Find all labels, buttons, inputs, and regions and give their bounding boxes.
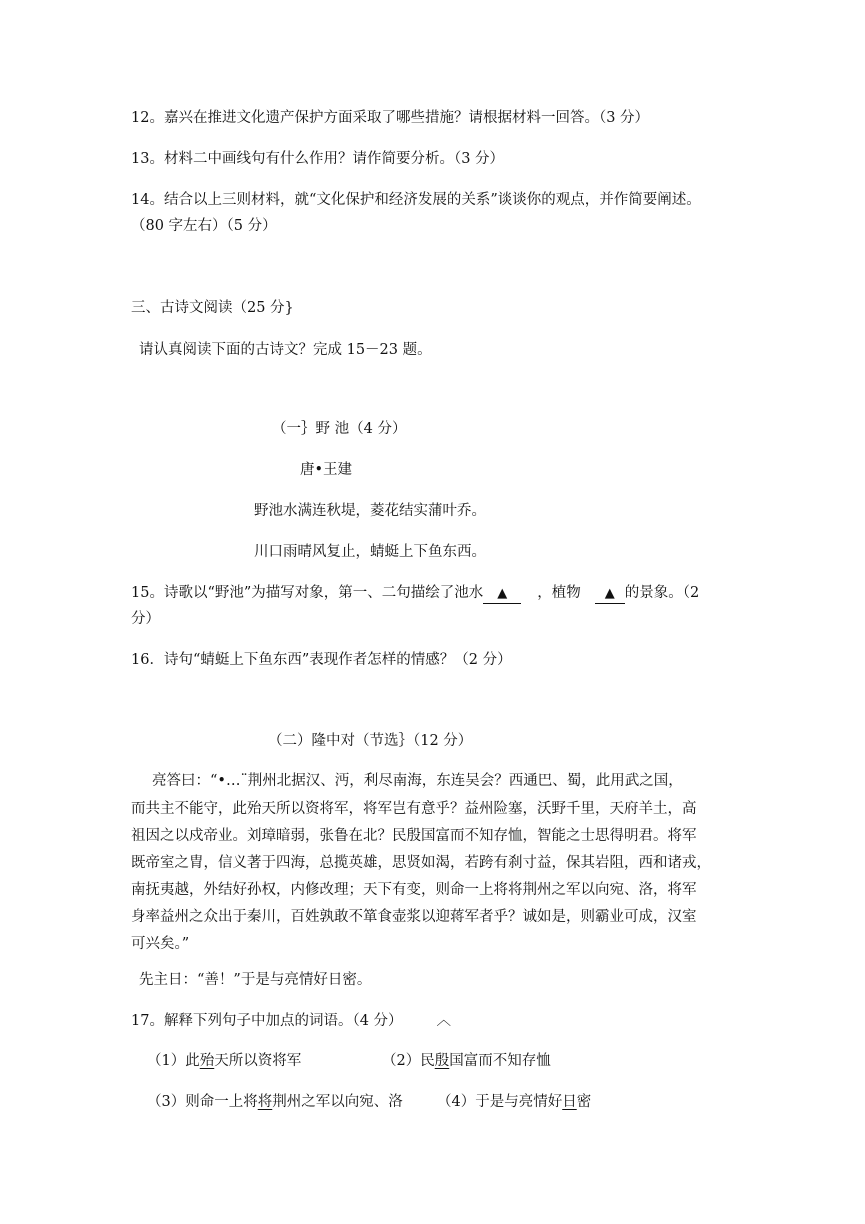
q17-item3-post: 荆州之军以向宛、洛 [272,1094,403,1110]
q17-item-2 [382,1051,551,1071]
question-13: 13。材料二中画线句有什么作用？请作简要分析。（3 分） [131,151,505,167]
prose-line-1: 亮答曰：“•…¨荆州北据汉、沔，利尽南海，东连吴会？西通巴、蜀，此用武之国， [152,773,683,789]
section-instruction: 请认真阅读下面的古诗文？完成 15－23 题。 [139,342,432,358]
q17-item3-word: 将 [257,1094,273,1110]
q17-item2-word: 殷 [434,1053,450,1069]
q17-item4-word: 日 [562,1094,577,1110]
q17-item4-pre: （4）于是与亮情好 [437,1094,563,1110]
poem-author: 唐•王建 [300,462,353,478]
q17-item-1 [147,1051,301,1071]
prose-line-7: 可兴矣。” [131,936,190,952]
caret-mark: ︿ [436,1013,452,1029]
question-17 [131,1011,451,1031]
section-heading: 三、古诗文阅读（25 分} [131,300,294,316]
q15-text-part3: 的景象。（2 [624,585,700,601]
q17-stem: 17。解释下列句子中加点的词语。（4 分） [131,1013,403,1029]
prose-line-5: 南抚夷越，外结好孙权，内修改理；天下有变，则命一上将将荆州之军以向宛、洛，将军 [131,882,697,898]
prose-title: （二）隆中对（节选｝（12 分） [268,733,473,749]
q17-item-4 [437,1092,591,1112]
q17-item2-post: 国富而不知存恤 [449,1053,551,1069]
poem-title: （一｝野 池（4 分） [272,421,407,437]
prose-line-4: 既帝室之胄，信义著于四海，总揽英雄，思贤如渴，若跨有刹寸益，保其岩阻，西和诸戎， [131,855,711,871]
prose-line-3: 祖因之以戍帝业。刘璋暗弱，张鲁在北？民殷国富而不知存恤，智能之士思得明君。将军 [131,828,697,844]
q17-item2-pre: （2）民 [382,1053,435,1069]
triangle-marker-1: ▲ [497,586,508,601]
prose-line-6: 身率益州之众出于秦川，百姓孰敢不箪食壶浆以迎蒋军者乎？诚如是，则霸业可成，汉室 [131,909,697,925]
q17-item-3 [147,1092,403,1112]
question-14-line1: 14。结合以上三则材料，就“文化保护和经济发展的关系”谈谈你的观点，并作简要阐述。 [131,192,701,208]
q15-text-part2: ，植物 [537,585,581,601]
poem-line-2: 川口雨晴风复止，蜻蜓上下鱼东西。 [254,544,486,560]
q17-item1-post: 天所以资将军 [214,1053,302,1069]
question-12: 12。嘉兴在推进文化遗产保护方面采取了哪些措施？请根据材料一回答。（3 分） [131,110,650,126]
prose-line-2: 而共主不能守，此殆天所以资将军，将军岂有意乎？益州险塞，沃野千里，天府羊土，高 [131,801,697,817]
q17-item4-post: 密 [576,1094,592,1110]
poem-line-1: 野池水满连秋堤，菱花结实蒲叶乔。 [254,503,486,519]
q17-item1-pre: （1）此 [147,1053,200,1069]
q17-item3-pre: （3）则命一上将 [147,1094,258,1110]
question-16: 16．诗句“蜻蜓上下鱼东西”表现作者怎样的情感？（2 分） [131,652,512,668]
q17-item1-word: 殆 [199,1053,215,1069]
prose-closing: 先主日：“善！”于是与亮情好日密。 [139,972,372,988]
answer-blank-2 [595,585,625,604]
answer-blank-1 [483,585,521,604]
question-14-line2: （80 字左右）（5 分） [131,218,277,234]
question-15-line2: 分） [131,611,160,627]
triangle-marker-2: ▲ [604,586,615,601]
question-15-line1 [131,583,699,604]
q15-text-part1: 15。诗歌以“野池”为描写对象，第一、二句描绘了池水 [131,585,484,601]
